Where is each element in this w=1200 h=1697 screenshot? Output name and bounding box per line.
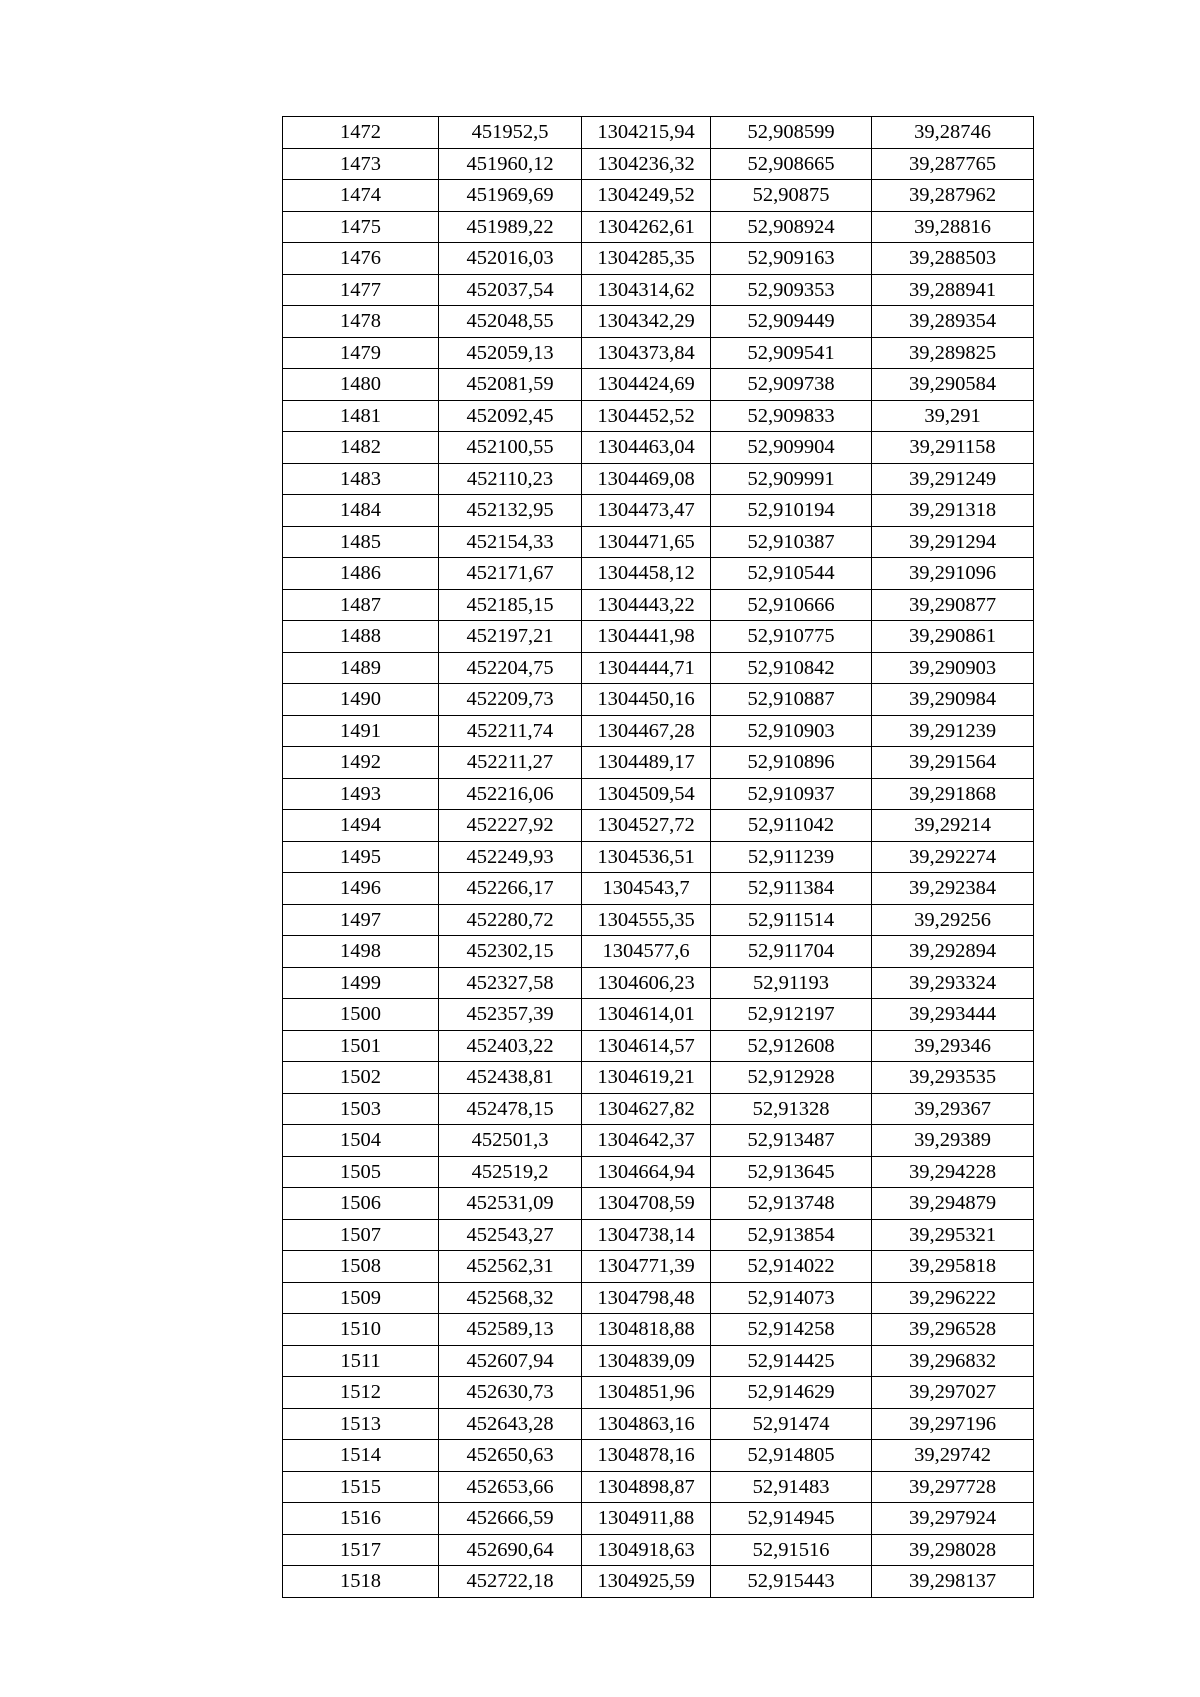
x-coordinate-cell: 452100,55 — [439, 432, 582, 464]
latitude-cell: 52,91516 — [711, 1534, 872, 1566]
y-coordinate-cell: 1304452,52 — [582, 400, 711, 432]
x-coordinate-cell: 452211,27 — [439, 747, 582, 779]
latitude-cell: 52,910842 — [711, 652, 872, 684]
table-row — [283, 1188, 1034, 1220]
x-coordinate-cell: 452357,39 — [439, 999, 582, 1031]
x-coordinate-cell: 452589,13 — [439, 1314, 582, 1346]
y-coordinate-cell: 1304314,62 — [582, 274, 711, 306]
table-row — [283, 684, 1034, 716]
table-row — [283, 117, 1034, 149]
point-number-cell: 1517 — [283, 1534, 439, 1566]
x-coordinate-cell: 452643,28 — [439, 1408, 582, 1440]
x-coordinate-cell: 452048,55 — [439, 306, 582, 338]
x-coordinate-cell: 452690,64 — [439, 1534, 582, 1566]
point-number-cell: 1483 — [283, 463, 439, 495]
table-row — [283, 747, 1034, 779]
x-coordinate-cell: 452438,81 — [439, 1062, 582, 1094]
latitude-cell: 52,911042 — [711, 810, 872, 842]
table-row — [283, 1534, 1034, 1566]
longitude-cell: 39,29346 — [872, 1030, 1034, 1062]
x-coordinate-cell: 452543,27 — [439, 1219, 582, 1251]
point-number-cell: 1501 — [283, 1030, 439, 1062]
latitude-cell: 52,910544 — [711, 558, 872, 590]
longitude-cell: 39,298028 — [872, 1534, 1034, 1566]
latitude-cell: 52,911384 — [711, 873, 872, 905]
point-number-cell: 1472 — [283, 117, 439, 149]
point-number-cell: 1509 — [283, 1282, 439, 1314]
table-row — [283, 1440, 1034, 1472]
x-coordinate-cell: 452197,21 — [439, 621, 582, 653]
x-coordinate-cell: 452154,33 — [439, 526, 582, 558]
x-coordinate-cell: 452110,23 — [439, 463, 582, 495]
latitude-cell: 52,909833 — [711, 400, 872, 432]
point-number-cell: 1495 — [283, 841, 439, 873]
longitude-cell: 39,291158 — [872, 432, 1034, 464]
latitude-cell: 52,91483 — [711, 1471, 872, 1503]
longitude-cell: 39,295321 — [872, 1219, 1034, 1251]
longitude-cell: 39,294879 — [872, 1188, 1034, 1220]
table-row — [283, 495, 1034, 527]
longitude-cell: 39,295818 — [872, 1251, 1034, 1283]
x-coordinate-cell: 452081,59 — [439, 369, 582, 401]
table-row — [283, 873, 1034, 905]
table-row — [283, 715, 1034, 747]
table-row — [283, 1282, 1034, 1314]
longitude-cell: 39,297027 — [872, 1377, 1034, 1409]
point-number-cell: 1510 — [283, 1314, 439, 1346]
longitude-cell: 39,29256 — [872, 904, 1034, 936]
longitude-cell: 39,292274 — [872, 841, 1034, 873]
y-coordinate-cell: 1304424,69 — [582, 369, 711, 401]
longitude-cell: 39,290984 — [872, 684, 1034, 716]
point-number-cell: 1505 — [283, 1156, 439, 1188]
longitude-cell: 39,291249 — [872, 463, 1034, 495]
y-coordinate-cell: 1304450,16 — [582, 684, 711, 716]
table-row — [283, 558, 1034, 590]
y-coordinate-cell: 1304851,96 — [582, 1377, 711, 1409]
point-number-cell: 1474 — [283, 180, 439, 212]
latitude-cell: 52,910775 — [711, 621, 872, 653]
point-number-cell: 1492 — [283, 747, 439, 779]
table-row — [283, 1503, 1034, 1535]
table-row — [283, 621, 1034, 653]
x-coordinate-cell: 452607,94 — [439, 1345, 582, 1377]
table-row — [283, 148, 1034, 180]
y-coordinate-cell: 1304878,16 — [582, 1440, 711, 1472]
point-number-cell: 1516 — [283, 1503, 439, 1535]
longitude-cell: 39,287765 — [872, 148, 1034, 180]
table-row — [283, 432, 1034, 464]
longitude-cell: 39,287962 — [872, 180, 1034, 212]
latitude-cell: 52,910937 — [711, 778, 872, 810]
latitude-cell: 52,914629 — [711, 1377, 872, 1409]
point-number-cell: 1478 — [283, 306, 439, 338]
latitude-cell: 52,914258 — [711, 1314, 872, 1346]
table-row — [283, 1219, 1034, 1251]
point-number-cell: 1507 — [283, 1219, 439, 1251]
x-coordinate-cell: 452519,2 — [439, 1156, 582, 1188]
point-number-cell: 1473 — [283, 148, 439, 180]
point-number-cell: 1502 — [283, 1062, 439, 1094]
point-number-cell: 1485 — [283, 526, 439, 558]
y-coordinate-cell: 1304664,94 — [582, 1156, 711, 1188]
y-coordinate-cell: 1304536,51 — [582, 841, 711, 873]
table-row — [283, 589, 1034, 621]
longitude-cell: 39,297196 — [872, 1408, 1034, 1440]
table-row — [283, 1566, 1034, 1598]
longitude-cell: 39,297924 — [872, 1503, 1034, 1535]
y-coordinate-cell: 1304469,08 — [582, 463, 711, 495]
coordinates-table-body — [283, 117, 1034, 1598]
y-coordinate-cell: 1304911,88 — [582, 1503, 711, 1535]
table-row — [283, 652, 1034, 684]
longitude-cell: 39,291868 — [872, 778, 1034, 810]
x-coordinate-cell: 452630,73 — [439, 1377, 582, 1409]
table-row — [283, 337, 1034, 369]
x-coordinate-cell: 452132,95 — [439, 495, 582, 527]
latitude-cell: 52,908599 — [711, 117, 872, 149]
table-row — [283, 936, 1034, 968]
x-coordinate-cell: 452478,15 — [439, 1093, 582, 1125]
y-coordinate-cell: 1304839,09 — [582, 1345, 711, 1377]
coordinates-table — [282, 116, 1034, 1598]
latitude-cell: 52,91193 — [711, 967, 872, 999]
longitude-cell: 39,291564 — [872, 747, 1034, 779]
table-row — [283, 526, 1034, 558]
latitude-cell: 52,908665 — [711, 148, 872, 180]
y-coordinate-cell: 1304458,12 — [582, 558, 711, 590]
x-coordinate-cell: 452249,93 — [439, 841, 582, 873]
point-number-cell: 1514 — [283, 1440, 439, 1472]
point-number-cell: 1497 — [283, 904, 439, 936]
longitude-cell: 39,298137 — [872, 1566, 1034, 1598]
latitude-cell: 52,913748 — [711, 1188, 872, 1220]
table-row — [283, 1062, 1034, 1094]
x-coordinate-cell: 452227,92 — [439, 810, 582, 842]
longitude-cell: 39,290584 — [872, 369, 1034, 401]
point-number-cell: 1500 — [283, 999, 439, 1031]
x-coordinate-cell: 451952,5 — [439, 117, 582, 149]
y-coordinate-cell: 1304441,98 — [582, 621, 711, 653]
longitude-cell: 39,29389 — [872, 1125, 1034, 1157]
x-coordinate-cell: 452327,58 — [439, 967, 582, 999]
point-number-cell: 1504 — [283, 1125, 439, 1157]
longitude-cell: 39,294228 — [872, 1156, 1034, 1188]
x-coordinate-cell: 451989,22 — [439, 211, 582, 243]
y-coordinate-cell: 1304527,72 — [582, 810, 711, 842]
table-row — [283, 1093, 1034, 1125]
table-row — [283, 1314, 1034, 1346]
y-coordinate-cell: 1304818,88 — [582, 1314, 711, 1346]
y-coordinate-cell: 1304918,63 — [582, 1534, 711, 1566]
longitude-cell: 39,29742 — [872, 1440, 1034, 1472]
longitude-cell: 39,292894 — [872, 936, 1034, 968]
x-coordinate-cell: 452722,18 — [439, 1566, 582, 1598]
x-coordinate-cell: 452568,32 — [439, 1282, 582, 1314]
longitude-cell: 39,291096 — [872, 558, 1034, 590]
y-coordinate-cell: 1304285,35 — [582, 243, 711, 275]
x-coordinate-cell: 452204,75 — [439, 652, 582, 684]
latitude-cell: 52,910387 — [711, 526, 872, 558]
y-coordinate-cell: 1304543,7 — [582, 873, 711, 905]
table-row — [283, 1156, 1034, 1188]
point-number-cell: 1487 — [283, 589, 439, 621]
x-coordinate-cell: 452059,13 — [439, 337, 582, 369]
latitude-cell: 52,910896 — [711, 747, 872, 779]
y-coordinate-cell: 1304236,32 — [582, 148, 711, 180]
y-coordinate-cell: 1304342,29 — [582, 306, 711, 338]
table-row — [283, 274, 1034, 306]
x-coordinate-cell: 452016,03 — [439, 243, 582, 275]
table-row — [283, 306, 1034, 338]
point-number-cell: 1480 — [283, 369, 439, 401]
longitude-cell: 39,291318 — [872, 495, 1034, 527]
point-number-cell: 1496 — [283, 873, 439, 905]
point-number-cell: 1512 — [283, 1377, 439, 1409]
latitude-cell: 52,91328 — [711, 1093, 872, 1125]
table-row — [283, 967, 1034, 999]
point-number-cell: 1498 — [283, 936, 439, 968]
point-number-cell: 1476 — [283, 243, 439, 275]
y-coordinate-cell: 1304863,16 — [582, 1408, 711, 1440]
latitude-cell: 52,909991 — [711, 463, 872, 495]
y-coordinate-cell: 1304577,6 — [582, 936, 711, 968]
latitude-cell: 52,914945 — [711, 1503, 872, 1535]
point-number-cell: 1475 — [283, 211, 439, 243]
table-row — [283, 1377, 1034, 1409]
x-coordinate-cell: 452171,67 — [439, 558, 582, 590]
table-row — [283, 369, 1034, 401]
longitude-cell: 39,297728 — [872, 1471, 1034, 1503]
point-number-cell: 1493 — [283, 778, 439, 810]
longitude-cell: 39,292384 — [872, 873, 1034, 905]
latitude-cell: 52,911704 — [711, 936, 872, 968]
latitude-cell: 52,910194 — [711, 495, 872, 527]
y-coordinate-cell: 1304771,39 — [582, 1251, 711, 1283]
latitude-cell: 52,913854 — [711, 1219, 872, 1251]
y-coordinate-cell: 1304555,35 — [582, 904, 711, 936]
latitude-cell: 52,912197 — [711, 999, 872, 1031]
latitude-cell: 52,909449 — [711, 306, 872, 338]
table-row — [283, 1471, 1034, 1503]
point-number-cell: 1484 — [283, 495, 439, 527]
longitude-cell: 39,28746 — [872, 117, 1034, 149]
point-number-cell: 1488 — [283, 621, 439, 653]
table-row — [283, 1030, 1034, 1062]
point-number-cell: 1481 — [283, 400, 439, 432]
longitude-cell: 39,289825 — [872, 337, 1034, 369]
latitude-cell: 52,914022 — [711, 1251, 872, 1283]
longitude-cell: 39,293444 — [872, 999, 1034, 1031]
y-coordinate-cell: 1304642,37 — [582, 1125, 711, 1157]
longitude-cell: 39,293324 — [872, 967, 1034, 999]
x-coordinate-cell: 452403,22 — [439, 1030, 582, 1062]
table-row — [283, 180, 1034, 212]
table-row — [283, 463, 1034, 495]
longitude-cell: 39,296528 — [872, 1314, 1034, 1346]
x-coordinate-cell: 452562,31 — [439, 1251, 582, 1283]
y-coordinate-cell: 1304619,21 — [582, 1062, 711, 1094]
table-row — [283, 1125, 1034, 1157]
y-coordinate-cell: 1304708,59 — [582, 1188, 711, 1220]
x-coordinate-cell: 451960,12 — [439, 148, 582, 180]
longitude-cell: 39,29367 — [872, 1093, 1034, 1125]
y-coordinate-cell: 1304489,17 — [582, 747, 711, 779]
longitude-cell: 39,29214 — [872, 810, 1034, 842]
x-coordinate-cell: 452650,63 — [439, 1440, 582, 1472]
table-row — [283, 1408, 1034, 1440]
longitude-cell: 39,293535 — [872, 1062, 1034, 1094]
table-row — [283, 810, 1034, 842]
point-number-cell: 1477 — [283, 274, 439, 306]
point-number-cell: 1482 — [283, 432, 439, 464]
longitude-cell: 39,290877 — [872, 589, 1034, 621]
x-coordinate-cell: 452185,15 — [439, 589, 582, 621]
x-coordinate-cell: 452280,72 — [439, 904, 582, 936]
point-number-cell: 1490 — [283, 684, 439, 716]
y-coordinate-cell: 1304606,23 — [582, 967, 711, 999]
x-coordinate-cell: 452266,17 — [439, 873, 582, 905]
y-coordinate-cell: 1304249,52 — [582, 180, 711, 212]
y-coordinate-cell: 1304614,57 — [582, 1030, 711, 1062]
latitude-cell: 52,909904 — [711, 432, 872, 464]
latitude-cell: 52,910903 — [711, 715, 872, 747]
y-coordinate-cell: 1304471,65 — [582, 526, 711, 558]
longitude-cell: 39,290903 — [872, 652, 1034, 684]
latitude-cell: 52,909353 — [711, 274, 872, 306]
x-coordinate-cell: 451969,69 — [439, 180, 582, 212]
point-number-cell: 1489 — [283, 652, 439, 684]
y-coordinate-cell: 1304614,01 — [582, 999, 711, 1031]
point-number-cell: 1518 — [283, 1566, 439, 1598]
latitude-cell: 52,915443 — [711, 1566, 872, 1598]
latitude-cell: 52,90875 — [711, 180, 872, 212]
latitude-cell: 52,909163 — [711, 243, 872, 275]
latitude-cell: 52,911239 — [711, 841, 872, 873]
y-coordinate-cell: 1304898,87 — [582, 1471, 711, 1503]
table-row — [283, 211, 1034, 243]
latitude-cell: 52,91474 — [711, 1408, 872, 1440]
latitude-cell: 52,908924 — [711, 211, 872, 243]
latitude-cell: 52,913487 — [711, 1125, 872, 1157]
point-number-cell: 1511 — [283, 1345, 439, 1377]
y-coordinate-cell: 1304798,48 — [582, 1282, 711, 1314]
x-coordinate-cell: 452531,09 — [439, 1188, 582, 1220]
point-number-cell: 1515 — [283, 1471, 439, 1503]
x-coordinate-cell: 452666,59 — [439, 1503, 582, 1535]
longitude-cell: 39,291239 — [872, 715, 1034, 747]
y-coordinate-cell: 1304627,82 — [582, 1093, 711, 1125]
x-coordinate-cell: 452216,06 — [439, 778, 582, 810]
latitude-cell: 52,913645 — [711, 1156, 872, 1188]
point-number-cell: 1499 — [283, 967, 439, 999]
point-number-cell: 1486 — [283, 558, 439, 590]
longitude-cell: 39,291294 — [872, 526, 1034, 558]
longitude-cell: 39,296832 — [872, 1345, 1034, 1377]
latitude-cell: 52,909541 — [711, 337, 872, 369]
latitude-cell: 52,909738 — [711, 369, 872, 401]
y-coordinate-cell: 1304925,59 — [582, 1566, 711, 1598]
x-coordinate-cell: 452653,66 — [439, 1471, 582, 1503]
point-number-cell: 1508 — [283, 1251, 439, 1283]
x-coordinate-cell: 452302,15 — [439, 936, 582, 968]
y-coordinate-cell: 1304738,14 — [582, 1219, 711, 1251]
table-row — [283, 1251, 1034, 1283]
x-coordinate-cell: 452209,73 — [439, 684, 582, 716]
longitude-cell: 39,291 — [872, 400, 1034, 432]
table-row — [283, 904, 1034, 936]
y-coordinate-cell: 1304215,94 — [582, 117, 711, 149]
latitude-cell: 52,914805 — [711, 1440, 872, 1472]
point-number-cell: 1494 — [283, 810, 439, 842]
x-coordinate-cell: 452211,74 — [439, 715, 582, 747]
table-row — [283, 999, 1034, 1031]
y-coordinate-cell: 1304373,84 — [582, 337, 711, 369]
y-coordinate-cell: 1304443,22 — [582, 589, 711, 621]
point-number-cell: 1491 — [283, 715, 439, 747]
latitude-cell: 52,912928 — [711, 1062, 872, 1094]
latitude-cell: 52,910666 — [711, 589, 872, 621]
x-coordinate-cell: 452037,54 — [439, 274, 582, 306]
y-coordinate-cell: 1304509,54 — [582, 778, 711, 810]
latitude-cell: 52,911514 — [711, 904, 872, 936]
y-coordinate-cell: 1304262,61 — [582, 211, 711, 243]
latitude-cell: 52,910887 — [711, 684, 872, 716]
latitude-cell: 52,914425 — [711, 1345, 872, 1377]
y-coordinate-cell: 1304473,47 — [582, 495, 711, 527]
table-row — [283, 778, 1034, 810]
x-coordinate-cell: 452501,3 — [439, 1125, 582, 1157]
table-row — [283, 841, 1034, 873]
longitude-cell: 39,296222 — [872, 1282, 1034, 1314]
point-number-cell: 1479 — [283, 337, 439, 369]
longitude-cell: 39,288503 — [872, 243, 1034, 275]
y-coordinate-cell: 1304467,28 — [582, 715, 711, 747]
table-row — [283, 243, 1034, 275]
table-row — [283, 1345, 1034, 1377]
latitude-cell: 52,912608 — [711, 1030, 872, 1062]
point-number-cell: 1503 — [283, 1093, 439, 1125]
y-coordinate-cell: 1304444,71 — [582, 652, 711, 684]
latitude-cell: 52,914073 — [711, 1282, 872, 1314]
x-coordinate-cell: 452092,45 — [439, 400, 582, 432]
point-number-cell: 1513 — [283, 1408, 439, 1440]
table-row — [283, 400, 1034, 432]
point-number-cell: 1506 — [283, 1188, 439, 1220]
y-coordinate-cell: 1304463,04 — [582, 432, 711, 464]
longitude-cell: 39,289354 — [872, 306, 1034, 338]
longitude-cell: 39,28816 — [872, 211, 1034, 243]
longitude-cell: 39,288941 — [872, 274, 1034, 306]
longitude-cell: 39,290861 — [872, 621, 1034, 653]
